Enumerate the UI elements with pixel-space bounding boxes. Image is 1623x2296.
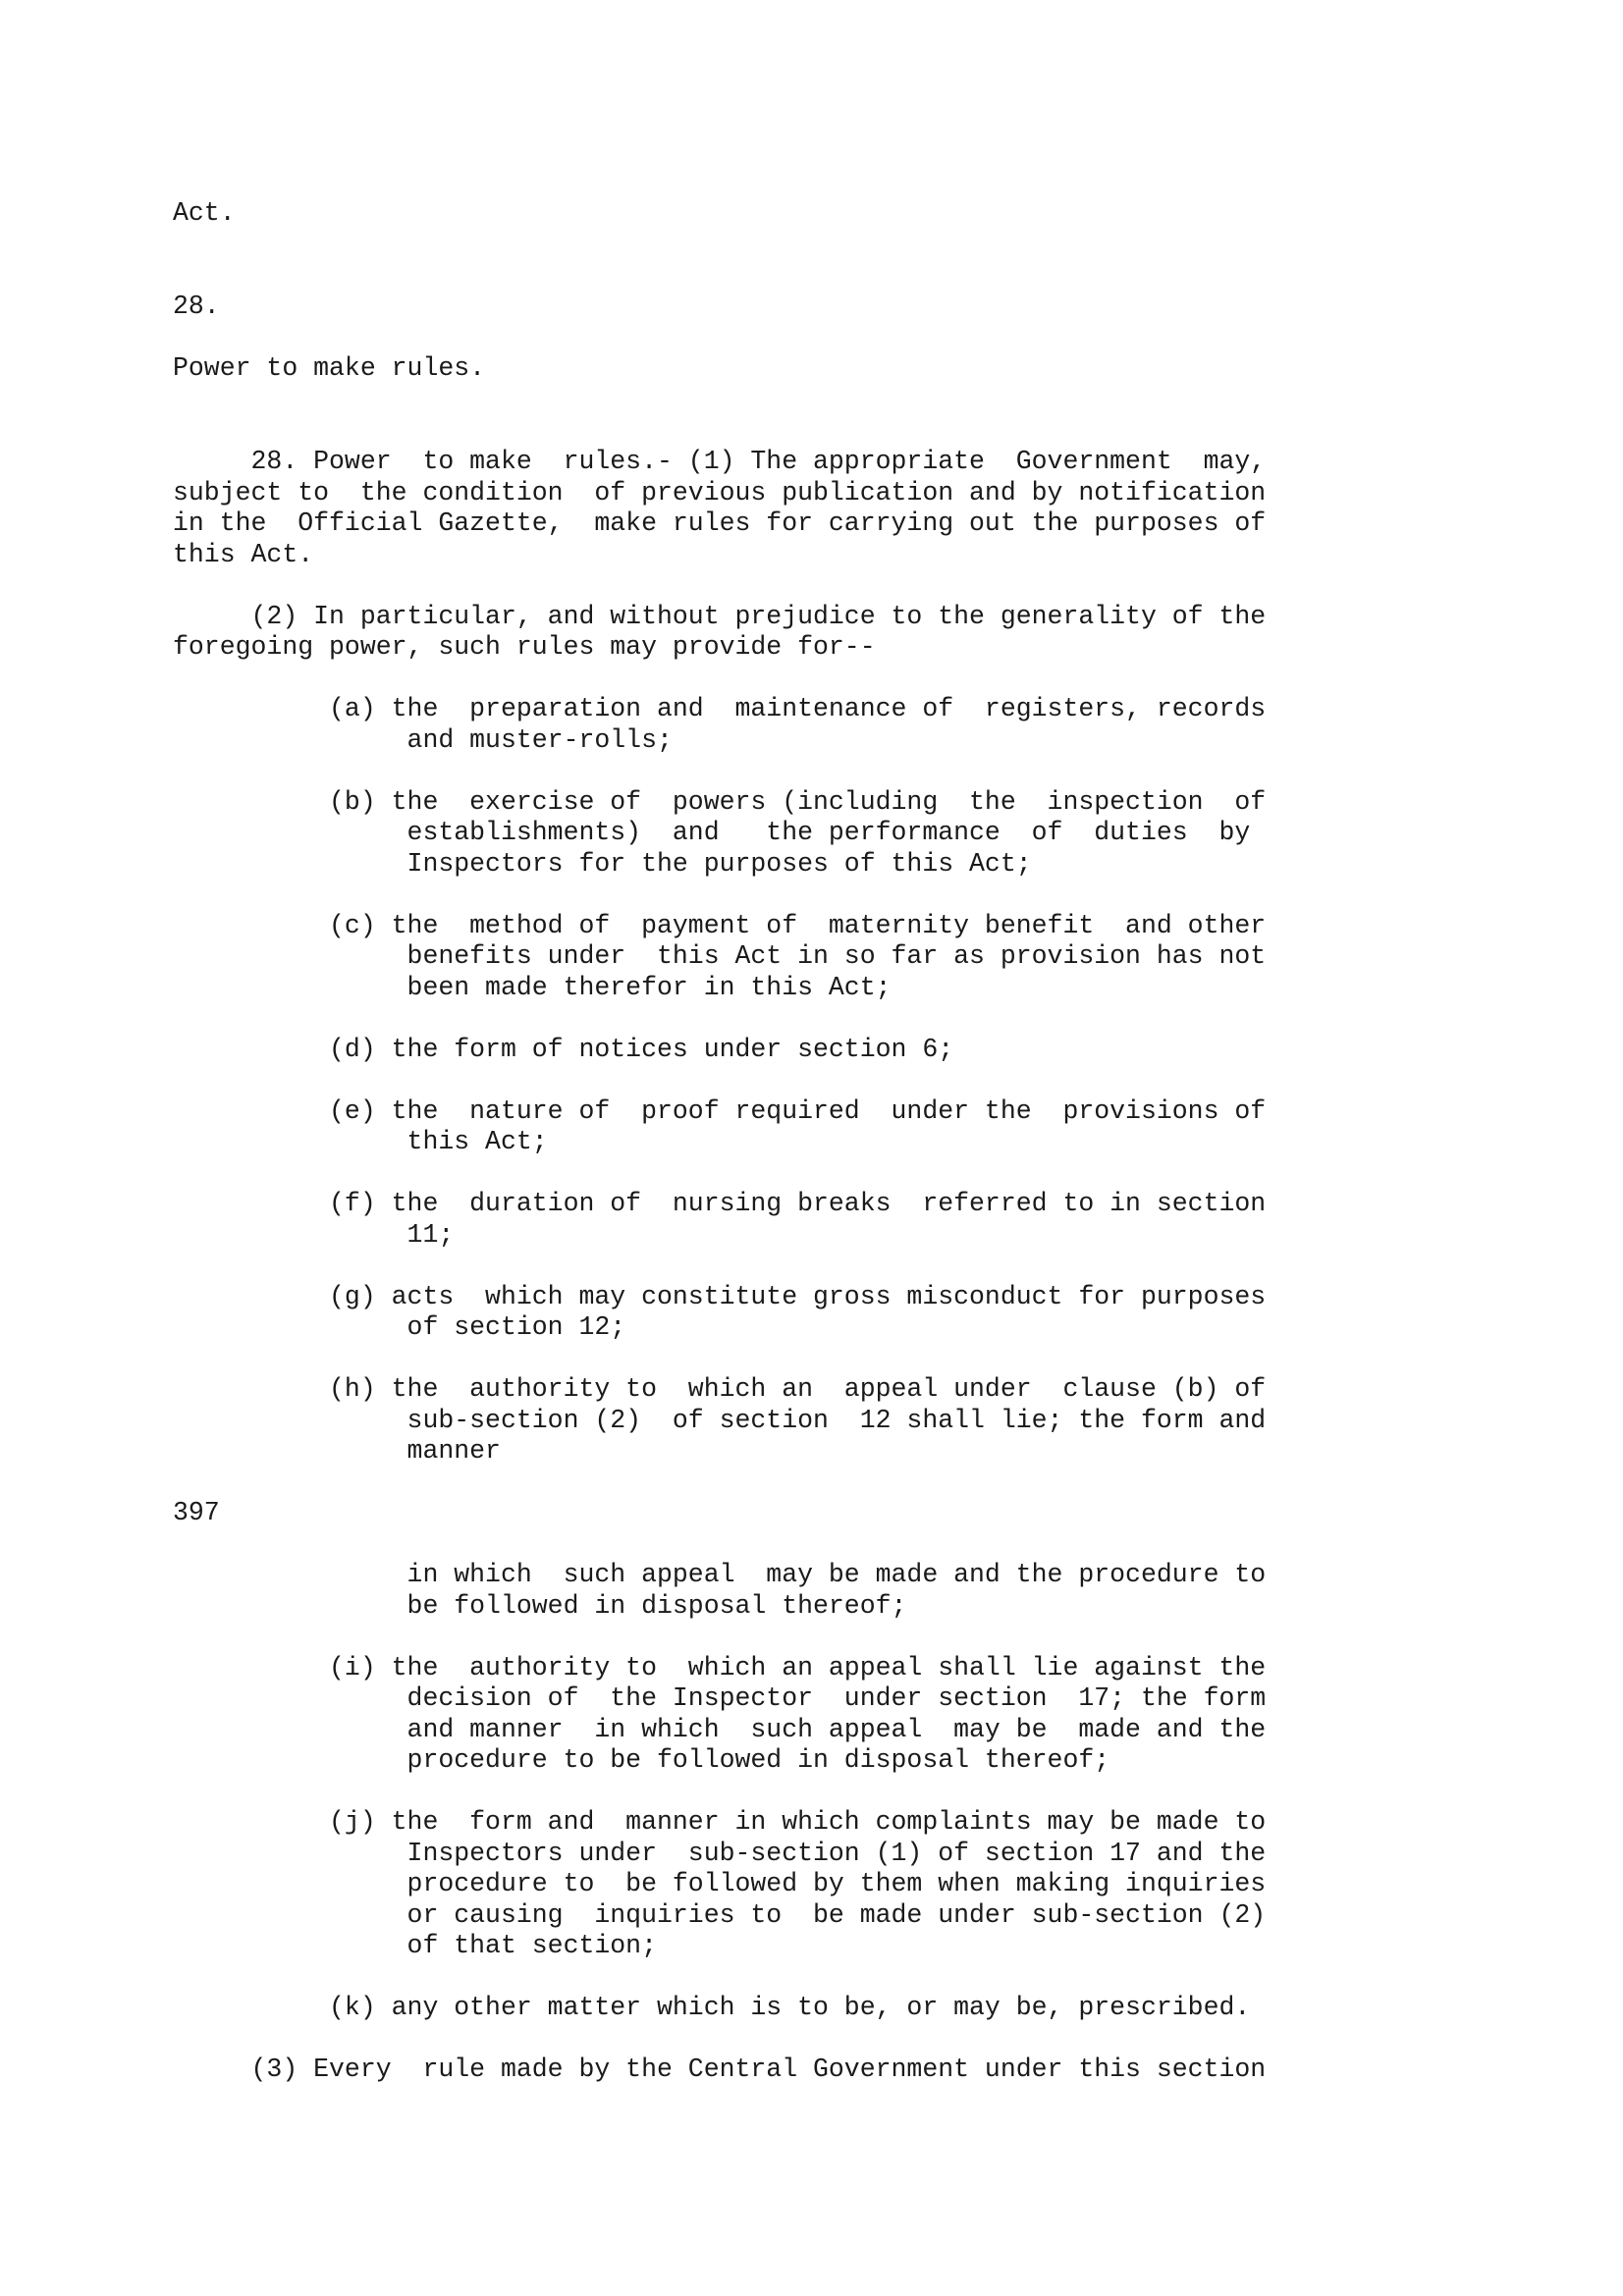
clause-line: in which such appeal may be made and the procedure to (173, 1560, 1267, 1589)
clause-line: procedure to be followed by them when making inquiries (173, 1869, 1267, 1898)
clause-line: and muster-rolls; (173, 725, 673, 755)
clause-line: Inspectors under sub-section (1) of section 17 and the (173, 1839, 1267, 1868)
clause-line: manner (173, 1436, 501, 1466)
text-line: this Act. (173, 540, 314, 569)
clause-line: benefits under this Act in so far as provision has not (173, 941, 1267, 971)
clause-line: (b) the exercise of powers (including the inspection of (173, 787, 1267, 817)
clause-line: of section 12; (173, 1312, 626, 1342)
clause-line: been made therefor in this Act; (173, 973, 892, 1002)
clause-line: (h) the authority to which an appeal under clause (b) of (173, 1374, 1267, 1404)
clause-line: 11; (173, 1220, 455, 1250)
clause-line: (f) the duration of nursing breaks referred to in section (173, 1189, 1267, 1218)
clause-line: and manner in which such appeal may be made and the (173, 1715, 1267, 1744)
clause-line: sub-section (2) of section 12 shall lie; the form and (173, 1406, 1267, 1435)
clause-line: (d) the form of notices under section 6; (173, 1035, 954, 1064)
clause-line: of that section; (173, 1931, 657, 1960)
text-line: (3) Every rule made by the Central Government under this section (173, 2055, 1267, 2084)
section-heading: Power to make rules. (173, 353, 486, 383)
clause-line: (c) the method of payment of maternity benefit and other (173, 911, 1267, 940)
text-line: 28. Power to make rules.- (1) The appropriate Government may, (173, 447, 1267, 476)
clause-line: (j) the form and manner in which complaints may be made to (173, 1807, 1267, 1837)
clause-line: or causing inquiries to be made under sub-section (2) (173, 1900, 1267, 1930)
text-line: subject to the condition of previous publication and by notification (173, 478, 1267, 507)
clause-line: (g) acts which may constitute gross misconduct for purposes (173, 1282, 1267, 1311)
text-line: in the Official Gazette, make rules for carrying out the purposes of (173, 508, 1267, 538)
clause-line: establishments) and the performance of duties by (173, 818, 1251, 847)
text-line: (2) In particular, and without prejudice to the generality of the (173, 602, 1267, 631)
clause-line: this Act; (173, 1127, 548, 1156)
clause-line: (i) the authority to which an appeal shall lie against the (173, 1653, 1267, 1682)
page-number: 397 (173, 1498, 220, 1527)
text-line: foregoing power, such rules may provide for-- (173, 632, 876, 662)
clause-line: (a) the preparation and maintenance of registers, records (173, 694, 1267, 723)
clause-line: be followed in disposal thereof; (173, 1591, 907, 1621)
clause-line: (e) the nature of proof required under the provisions of (173, 1096, 1267, 1126)
clause-line: (k) any other matter which is to be, or may be, prescribed. (173, 1993, 1251, 2022)
clause-line: procedure to be followed in disposal thereof; (173, 1745, 1110, 1775)
clause-line: Inspectors for the purposes of this Act; (173, 849, 1032, 879)
clause-line: decision of the Inspector under section 17; the form (173, 1683, 1267, 1713)
section-number: 28. (173, 292, 220, 321)
previous-section-tail: Act. (173, 198, 236, 228)
